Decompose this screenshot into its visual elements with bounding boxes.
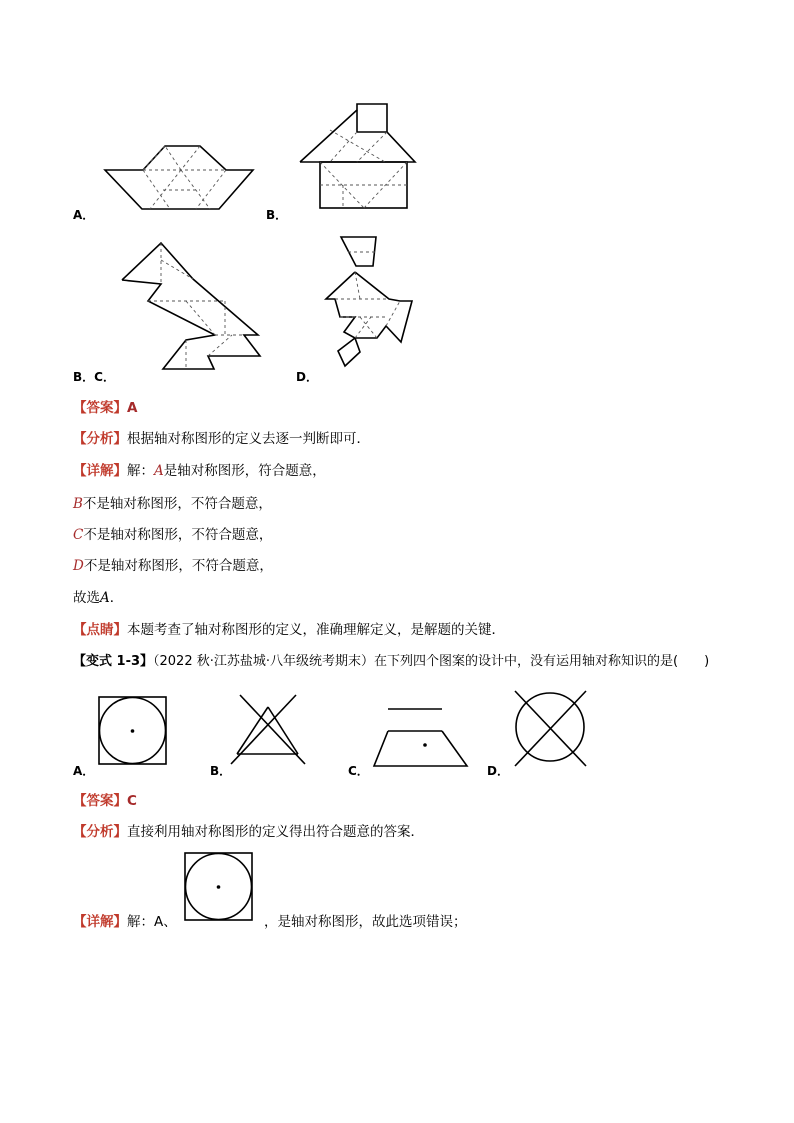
question2-text: 在下列四个图案的设计中，没有运用轴对称知识的是( ): [374, 654, 710, 669]
detail2-line: [73, 913, 177, 931]
option-b-label: B．: [266, 208, 288, 222]
q2-option-a-label: A．: [73, 764, 95, 778]
detail-a-text: 是轴对称图形，符合题意，: [163, 463, 326, 479]
detail-b-letter: B: [73, 496, 83, 512]
analysis-text: 根据轴对称图形的定义去逐一判断即可．: [127, 431, 370, 447]
choose-letter: A: [100, 590, 110, 606]
detail-b-text: 不是轴对称图形，不符合题意，: [82, 496, 272, 512]
detail2-tag: 【详解】: [73, 914, 127, 930]
detail-c-text: 不是轴对称图形，不符合题意，: [83, 527, 273, 543]
choose-end: ．: [109, 590, 124, 606]
detail2-post: ，是轴对称图形，故此选项错误；: [264, 914, 467, 930]
comment-text: 本题考查了轴对称图形的定义，准确理解定义，是解题的关键．: [127, 622, 505, 638]
detail-d-text: 不是轴对称图形，不符合题意，: [83, 558, 273, 574]
option-d-label: D．: [296, 370, 318, 384]
choose-pre: 故选: [73, 590, 100, 606]
comment-tag: 【点睛】: [73, 622, 127, 638]
detail-c-letter: C: [73, 527, 84, 543]
q2-option-c-label: C．: [348, 764, 369, 778]
q2-option-b-label: B．: [210, 764, 232, 778]
analysis2-tag: 【分析】: [73, 824, 127, 840]
detail-d-letter: D: [73, 558, 84, 574]
question2-tag: 【变式 1-3】: [73, 654, 154, 669]
detail2-pre: 解：A、: [127, 914, 177, 930]
detail-tag: 【详解】: [73, 463, 127, 479]
analysis-tag: 【分析】: [73, 431, 127, 447]
detail2-post-line: [264, 913, 467, 931]
answer-tag: 【答案】: [73, 400, 127, 416]
answer2-tag: 【答案】: [73, 793, 127, 809]
detail-a-letter: A: [154, 463, 164, 479]
q2-option-d-label: D．: [487, 764, 509, 778]
option-bc-label: B．C．: [73, 370, 115, 384]
question2-source: （2022 秋·江苏盐城·八年级统考期末）: [153, 654, 374, 669]
answer2-value: C: [127, 793, 137, 809]
option-a-label: A．: [73, 208, 95, 222]
answer-value: A: [127, 400, 138, 416]
detail-pre: 解：: [127, 463, 154, 479]
analysis2-text: 直接利用轴对称图形的定义得出符合题意的答案．: [127, 824, 424, 840]
